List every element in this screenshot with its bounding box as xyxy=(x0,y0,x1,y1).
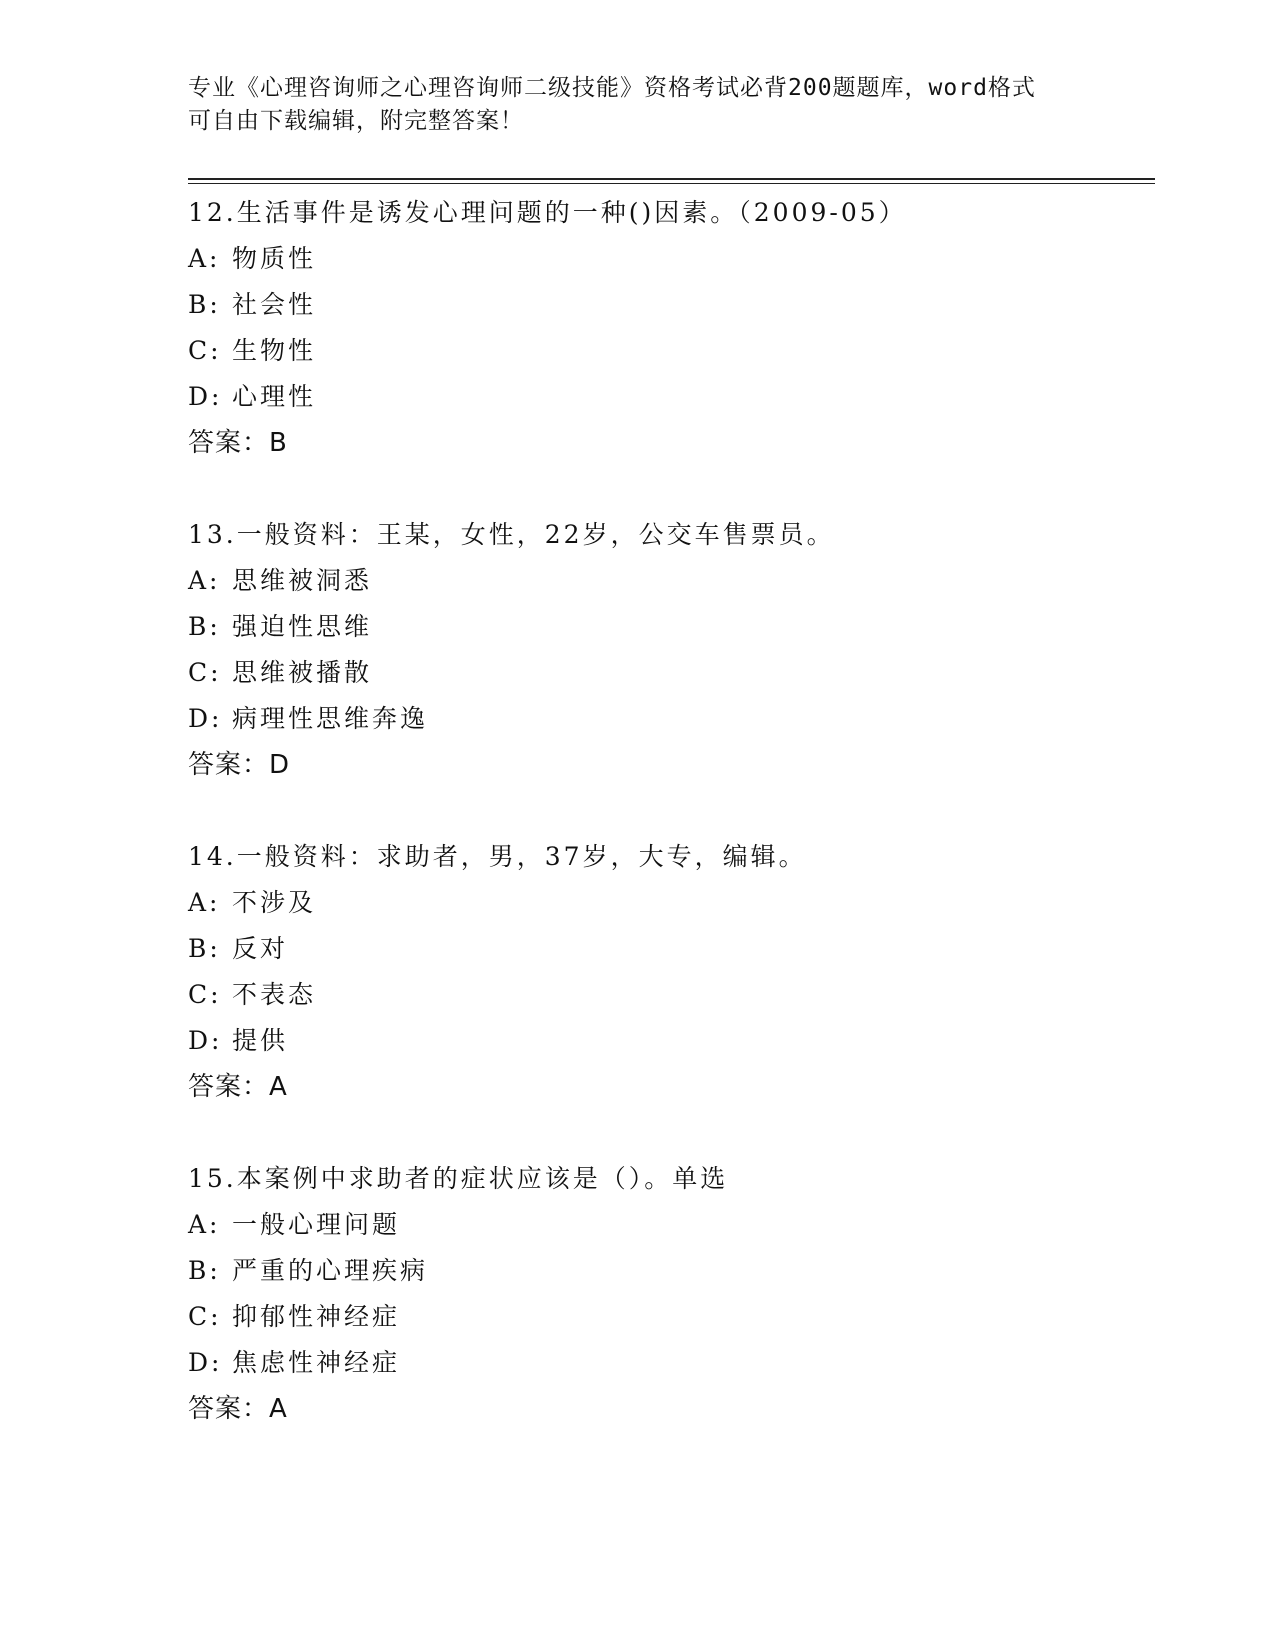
header-divider-thin xyxy=(188,183,1155,184)
option-text: 严重的心理疾病 xyxy=(232,1256,429,1285)
question-item xyxy=(188,834,1148,1110)
option-text: 抑郁性神经症 xyxy=(232,1302,401,1331)
header-divider-thick xyxy=(188,178,1155,180)
option-text: 生物性 xyxy=(232,336,317,365)
option-letter: D: xyxy=(188,382,223,411)
option-text: 思维被播散 xyxy=(232,658,373,687)
question-stem: 14.一般资料：求助者，男，37岁，大专，编辑。 xyxy=(188,842,807,871)
option-text: 一般心理问题 xyxy=(232,1210,401,1239)
option-letter: A: xyxy=(188,888,221,917)
option-letter: D: xyxy=(188,1026,223,1055)
option-c xyxy=(188,328,1148,374)
option-letter: C: xyxy=(188,336,222,365)
option-text: 焦虑性神经症 xyxy=(232,1348,401,1377)
option-b xyxy=(188,282,1148,328)
answer-label: 答案：D xyxy=(188,750,291,780)
option-letter: C: xyxy=(188,658,222,687)
option-a xyxy=(188,558,1148,604)
option-a xyxy=(188,1202,1148,1248)
option-c xyxy=(188,1294,1148,1340)
option-letter: B: xyxy=(188,1256,221,1285)
document-header xyxy=(188,72,1068,138)
option-d xyxy=(188,374,1148,420)
question-item xyxy=(188,190,1148,466)
option-text: 不涉及 xyxy=(232,888,317,917)
option-b xyxy=(188,926,1148,972)
question-item xyxy=(188,512,1148,788)
option-letter: C: xyxy=(188,1302,222,1331)
question-stem: 15.本案例中求助者的症状应该是（）。单选 xyxy=(188,1164,729,1193)
option-text: 心理性 xyxy=(232,382,317,411)
option-b xyxy=(188,604,1148,650)
question-list xyxy=(188,190,1148,1478)
question-stem: 12.生活事件是诱发心理问题的一种()因素。（2009-05） xyxy=(188,198,907,227)
header-line-1: 专业《心理咨询师之心理咨询师二级技能》资格考试必背200题题库，word格式 xyxy=(188,75,1036,101)
option-letter: D: xyxy=(188,704,223,733)
answer-label: 答案：A xyxy=(188,1394,288,1424)
option-text: 思维被洞悉 xyxy=(232,566,373,595)
option-d xyxy=(188,696,1148,742)
option-c xyxy=(188,972,1148,1018)
option-letter: B: xyxy=(188,612,221,641)
option-text: 提供 xyxy=(232,1026,289,1055)
option-letter: A: xyxy=(188,244,221,273)
option-letter: C: xyxy=(188,980,222,1009)
option-text: 物质性 xyxy=(232,244,317,273)
option-text: 社会性 xyxy=(232,290,317,319)
answer-label: 答案：B xyxy=(188,428,288,458)
option-d xyxy=(188,1018,1148,1064)
option-letter: B: xyxy=(188,290,221,319)
question-item xyxy=(188,1156,1148,1432)
option-letter: D: xyxy=(188,1348,223,1377)
question-stem: 13.一般资料：王某，女性，22岁，公交车售票员。 xyxy=(188,520,835,549)
option-a xyxy=(188,880,1148,926)
option-text: 强迫性思维 xyxy=(232,612,373,641)
header-line-2: 可自由下载编辑，附完整答案！ xyxy=(188,108,524,134)
answer-label: 答案：A xyxy=(188,1072,288,1102)
option-b xyxy=(188,1248,1148,1294)
option-a xyxy=(188,236,1148,282)
option-letter: A: xyxy=(188,566,221,595)
option-c xyxy=(188,650,1148,696)
option-text: 反对 xyxy=(232,934,289,963)
option-letter: A: xyxy=(188,1210,221,1239)
option-text: 不表态 xyxy=(232,980,317,1009)
option-letter: B: xyxy=(188,934,221,963)
option-text: 病理性思维奔逸 xyxy=(232,704,429,733)
option-d xyxy=(188,1340,1148,1386)
